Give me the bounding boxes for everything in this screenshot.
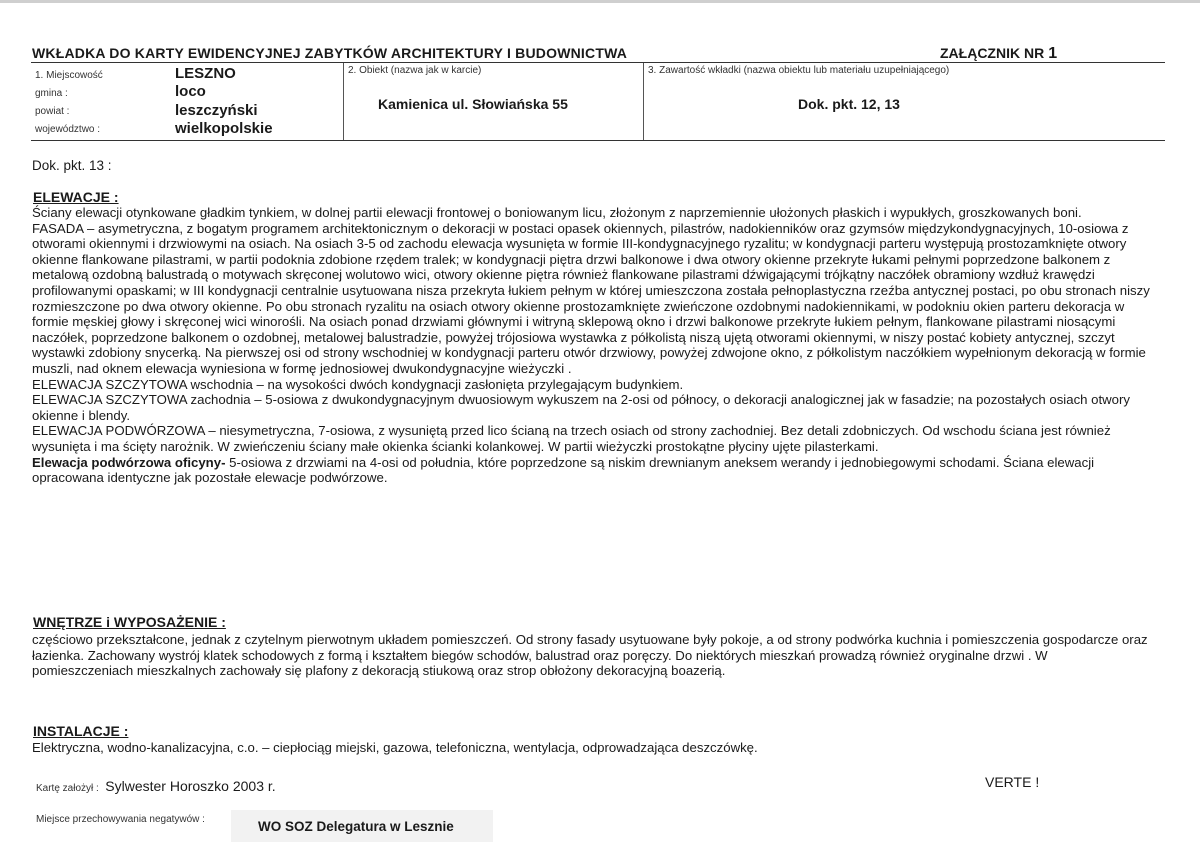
wnetrze-paragraph: częściowo przekształcone, jednak z czytelnym pierwotnym układem pomieszczeń. Od strony fasady usytuowane były pokoje, a od strony podwórka kuchnia i pomieszczenia gospodarcze oraz łazienka. Zachowany wystrój klatek schodowych z formą i kształtem biegów schodów, balustrad oraz poręczy. Do niektórych mieszkań prowadzą również oryginalne drzwi . W pomieszczeniach mieszkalnych zachowały się plafony z dekoracją stiukową oraz strop obłożony dekoracyjną boazerią. [32,632,1148,679]
header-table [31,62,1165,141]
elewacje-paragraph-1: Ściany elewacji otynkowane gładkim tynkiem, w dolnej partii elewacji frontowej o boniowanym licu, złożonym z naprzemiennie ułożonych płaskich i wypukłych, groszkowanych boni. [32,205,1082,220]
gmina-label: gmina : [35,88,68,99]
author-label: Kartę założył : [36,783,99,794]
contents-label: 3. Zawartość wkładki (nazwa obiektu lub materiału uzupełniającego) [648,65,950,76]
verte-note: VERTE ! [985,774,1040,790]
negatives-value: WO SOZ Delegatura w Lesznie [258,819,454,834]
powiat-label: powiat : [35,106,70,117]
negatives-label: Miejsce przechowywania negatywów : [36,814,205,825]
szczytowa-wschodnia-paragraph: ELEWACJA SZCZYTOWA wschodnia – na wysokości dwóch kondygnacji zasłonięta przylegającym budynkiem. [32,376,684,392]
wnetrze-heading: WNĘTRZE i WYPOSAŻENIE : [33,614,226,630]
elewacje-heading: ELEWACJE : [33,189,119,205]
podworzowa-paragraph: ELEWACJA PODWÓRZOWA – niesymetryczna, 7-osiowa, z wysuniętą przed lico ścianą na trzech osiach od strony zachodniej. Bez detali zdobniczych. Od wschodu ściana jest również wysunięta i ma ścięty narożnik. W zwieńczeniu ściany małe okienka ścianki kolankowej. W partii wieżyczki prostokątne płyciny ujęte pilasterkami. [32,423,1111,454]
powiat-value: leszczyński [175,102,258,119]
wojewodztwo-value: wielkopolskie [175,120,273,137]
scan-edge [0,0,1200,3]
author-value: Sylwester Horoszko 2003 r. [105,778,276,794]
instalacje-section [32,740,1150,756]
oficyna-label: Elewacja podwórzowa oficyny- [32,454,226,470]
oficyna-paragraph [32,455,1152,486]
annex-label [940,45,1057,63]
gmina-value: loco [175,83,206,100]
szczytowa-zachodnia-paragraph: ELEWACJA SZCZYTOWA zachodnia – 5-osiowa z dwukondygnacyjnym dwuosiowym wykuszem na 2-osi od północy, o dekoracji analogicznej jak w fasadzie; na pozostałych osiach otwory okienne i blendy. [32,392,1130,423]
form-title: WKŁADKA DO KARTY EWIDENCYJNEJ ZABYTKÓW ARCHITEKTURY I BUDOWNICTWA [32,45,628,61]
doc-reference: Dok. pkt. 13 : [32,158,112,173]
oficyna-text: 5-osiowa z drzwiami na 4-osi od południa, które poprzedzone są niskim drewnianym aneksem werandy i jednobiegowymi schodami. Ściana elewacji opracowana identyczne jak pozostałe elewacje podwórzowe. [32,454,1095,486]
object-value: Kamienica ul. Słowiańska 55 [378,96,568,112]
miejscowosc-value: LESZNO [175,65,236,82]
contents-value: Dok. pkt. 12, 13 [798,96,900,112]
contents-column [643,63,1166,140]
annex-number: 1 [1048,45,1058,62]
fasada-paragraph: FASADA – asymetryczna, z bogatym programem architektonicznym o dekoracji w postaci opasek okiennych, pilastrów, nadokienników oraz gzymsów międzykondygnacyjnych, 10-osiowa z otworami okiennymi i drzwiowymi na osiach. Na osiach 3-5 od zachodu elewacja wysunięta w formie III-kondygnacyjnego ryzalitu; w kondygnacji parteru występują prostozamknięte otwory okienne flankowane pilastrami, w partii podoknia zdobione rzędem tralek; w kondygnacji piętra drzwi balkonowe i dwa otwory okienne przekryte łukami pełnymi poprzedzone balkonem z metalową ozdobną balustradą o motywach skręconej wolutowo wici, otwory okienne piętra również flankowane pilastrami dźwigającymi trójkątny naczółek obramiony wzdłuż krawędzi profilowanymi opaskami; w III kondygnacji centralnie usytuowana nisza przekryta łukiem pełnym w której umieszczona została pełnoplastyczna rzeźba antycznej postaci, po obu stronach niszy rozmieszczone po dwa otwory okienne. Po obu stronach ryzalitu na osiach otwory okienne prostozamknięte zwieńczone ozdobnymi nadokiennikami, w podokniu okien parteru dekoracja w formie męskiej głowy i skręconej wici winorośli. Na osiach ponad drzwiami głównymi i witryną sklepową okno i drzwi balkonowe przekryte łukiem pełnym, flankowane pilastrami niosącymi naczółek, poprzedzone balkonem o ozdobnej, metalowej balustradzie, powyżej trójosiowa wystawka z półkolistą niszą ujętą otworami okiennymi, w niszy postać kobiety antycznej, szczyt wystawki zdobiony snycerką. Na pierwszej osi od strony wschodniej w kondygnacji parteru otwór drzwiowy, powyżej zdwojone okno, z półkolistym naczółkiem wypełnionym dekoracją w formie muszli, nad oknem elewacja wyniesiona w formę jednosiowej dwukondygnacyjne wieżyczki . [32,220,1150,376]
location-column [31,63,343,140]
wnetrze-section [32,632,1150,679]
elewacje-section [32,205,1152,486]
miejscowosc-label: 1. Miejscowość [35,70,103,81]
object-column [343,63,644,140]
instalacje-paragraph: Elektryczna, wodno-kanalizacyjna, c.o. – ciepłociąg miejski, gazowa, telefoniczna, wentylacja, odprowadzająca deszczówkę. [32,740,758,755]
card-author [36,778,276,796]
instalacje-heading: INSTALACJE : [33,723,129,739]
object-label: 2. Obiekt (nazwa jak w karcie) [348,65,482,76]
wojewodztwo-label: województwo : [35,124,101,135]
annex-text: ZAŁĄCZNIK NR [940,45,1045,61]
